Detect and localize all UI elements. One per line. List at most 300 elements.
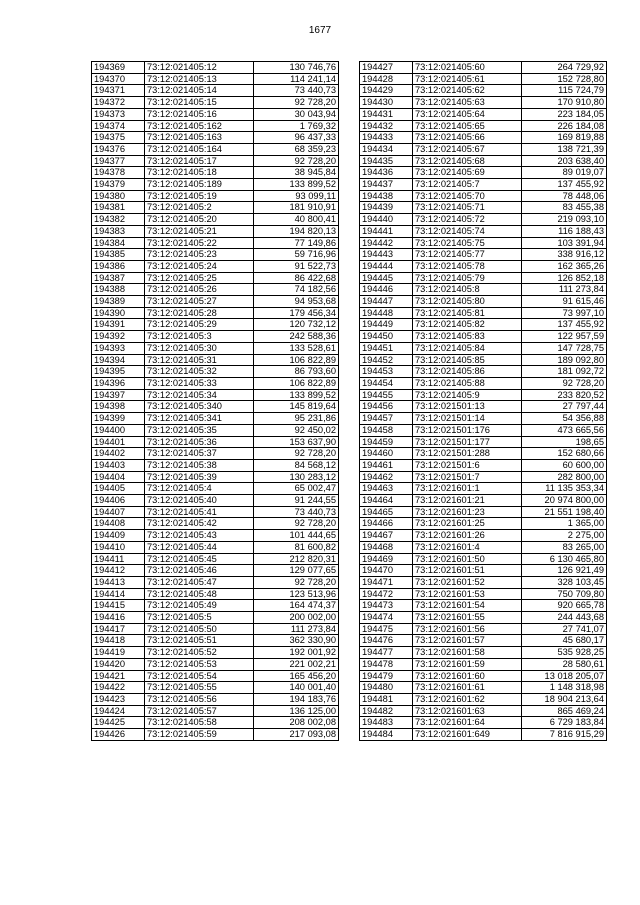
- cadastral-number-cell: 73:12:021405:44: [145, 541, 254, 553]
- row-number-cell: 194411: [92, 553, 145, 565]
- cadastral-number-cell: 73:12:021405:20: [145, 214, 254, 226]
- table-row: [360, 132, 607, 144]
- table-row: [92, 717, 339, 729]
- value-cell: 111 273,84: [254, 623, 339, 635]
- cadastral-number-cell: 73:12:021601:53: [413, 588, 522, 600]
- cadastral-number-cell: 73:12:021501:14: [413, 413, 522, 425]
- table-row: [360, 108, 607, 120]
- table-row: [360, 260, 607, 272]
- table-row: [360, 342, 607, 354]
- value-cell: 137 455,92: [522, 319, 607, 331]
- cadastral-number-cell: 73:12:021601:52: [413, 576, 522, 588]
- table-row: [360, 366, 607, 378]
- cadastral-number-cell: 73:12:021501:13: [413, 401, 522, 413]
- value-cell: 7 816 915,29: [522, 729, 607, 741]
- row-number-cell: 194457: [360, 413, 413, 425]
- row-number-cell: 194398: [92, 401, 145, 413]
- row-number-cell: 194375: [92, 132, 145, 144]
- table-row: [360, 249, 607, 261]
- table-row: [92, 97, 339, 109]
- table-row: [92, 143, 339, 155]
- value-cell: 122 957,59: [522, 331, 607, 343]
- cadastral-number-cell: 73:12:021405:80: [413, 296, 522, 308]
- cadastral-number-cell: 73:12:021405:84: [413, 342, 522, 354]
- row-number-cell: 194477: [360, 647, 413, 659]
- value-cell: 73 440,73: [254, 506, 339, 518]
- cadastral-number-cell: 73:12:021405:26: [145, 284, 254, 296]
- table-row: [360, 541, 607, 553]
- table-row: [92, 225, 339, 237]
- row-number-cell: 194379: [92, 179, 145, 191]
- cadastral-number-cell: 73:12:021405:68: [413, 155, 522, 167]
- value-cell: 233 820,52: [522, 389, 607, 401]
- value-cell: 194 820,13: [254, 225, 339, 237]
- cadastral-number-cell: 73:12:021405:189: [145, 179, 254, 191]
- row-number-cell: 194466: [360, 518, 413, 530]
- row-number-cell: 194412: [92, 565, 145, 577]
- value-cell: 92 728,20: [254, 97, 339, 109]
- cadastral-number-cell: 73:12:021405:45: [145, 553, 254, 565]
- cadastral-number-cell: 73:12:021405:48: [145, 588, 254, 600]
- row-number-cell: 194397: [92, 389, 145, 401]
- value-cell: 865 469,24: [522, 705, 607, 717]
- cadastral-number-cell: 73:12:021405:86: [413, 366, 522, 378]
- value-cell: 20 974 800,00: [522, 495, 607, 507]
- row-number-cell: 194479: [360, 670, 413, 682]
- table-row: [92, 576, 339, 588]
- cadastral-number-cell: 73:12:021405:62: [413, 85, 522, 97]
- cadastral-number-cell: 73:12:021405:56: [145, 693, 254, 705]
- table-row: [92, 518, 339, 530]
- cadastral-number-cell: 73:12:021405:12: [145, 62, 254, 74]
- table-row: [360, 600, 607, 612]
- table-row: [360, 424, 607, 436]
- value-cell: 106 822,89: [254, 354, 339, 366]
- cadastral-number-cell: 73:12:021405:21: [145, 225, 254, 237]
- value-cell: 103 391,94: [522, 237, 607, 249]
- cadastral-number-cell: 73:12:021405:35: [145, 424, 254, 436]
- value-cell: 152 680,66: [522, 448, 607, 460]
- table-row: [92, 729, 339, 741]
- table-row: [360, 588, 607, 600]
- value-cell: 130 283,12: [254, 471, 339, 483]
- value-cell: 264 729,92: [522, 62, 607, 74]
- row-number-cell: 194380: [92, 190, 145, 202]
- table-row: [92, 296, 339, 308]
- table-row: [360, 658, 607, 670]
- table-row: [360, 436, 607, 448]
- value-cell: 92 450,02: [254, 424, 339, 436]
- row-number-cell: 194472: [360, 588, 413, 600]
- table-row: [360, 377, 607, 389]
- value-cell: 338 916,12: [522, 249, 607, 261]
- table-row: [360, 237, 607, 249]
- cadastral-number-cell: 73:12:021405:88: [413, 377, 522, 389]
- cadastral-number-cell: 73:12:021405:30: [145, 342, 254, 354]
- row-number-cell: 194438: [360, 190, 413, 202]
- table-row: [92, 401, 339, 413]
- table-row: [360, 413, 607, 425]
- table-row: [92, 377, 339, 389]
- value-cell: 92 728,20: [522, 377, 607, 389]
- cadastral-number-cell: 73:12:021405:47: [145, 576, 254, 588]
- table-row: [92, 658, 339, 670]
- value-cell: 93 099,11: [254, 190, 339, 202]
- table-row: [360, 459, 607, 471]
- row-number-cell: 194453: [360, 366, 413, 378]
- row-number-cell: 194432: [360, 120, 413, 132]
- cadastral-number-cell: 73:12:021405:59: [145, 729, 254, 741]
- row-number-cell: 194451: [360, 342, 413, 354]
- table-row: [92, 132, 339, 144]
- value-cell: 94 953,68: [254, 296, 339, 308]
- table-row: [92, 179, 339, 191]
- value-cell: 123 513,96: [254, 588, 339, 600]
- row-number-cell: 194437: [360, 179, 413, 191]
- cadastral-number-cell: 73:12:021405:79: [413, 272, 522, 284]
- cadastral-number-cell: 73:12:021601:25: [413, 518, 522, 530]
- row-number-cell: 194404: [92, 471, 145, 483]
- page-number: 1677: [308, 25, 332, 36]
- row-number-cell: 194448: [360, 307, 413, 319]
- row-number-cell: 194454: [360, 377, 413, 389]
- row-number-cell: 194442: [360, 237, 413, 249]
- cadastral-number-cell: 73:12:021405:41: [145, 506, 254, 518]
- row-number-cell: 194387: [92, 272, 145, 284]
- cadastral-number-cell: 73:12:021405:61: [413, 73, 522, 85]
- table-row: [360, 635, 607, 647]
- value-cell: 920 665,78: [522, 600, 607, 612]
- table-row: [92, 424, 339, 436]
- cadastral-number-cell: 73:12:021405:57: [145, 705, 254, 717]
- cadastral-number-cell: 73:12:021405:33: [145, 377, 254, 389]
- table-row: [92, 108, 339, 120]
- cadastral-number-cell: 73:12:021501:7: [413, 471, 522, 483]
- cadastral-number-cell: 73:12:021405:32: [145, 366, 254, 378]
- row-number-cell: 194480: [360, 682, 413, 694]
- row-number-cell: 194473: [360, 600, 413, 612]
- table-row: [92, 342, 339, 354]
- value-cell: 208 002,08: [254, 717, 339, 729]
- value-cell: 65 002,47: [254, 483, 339, 495]
- value-cell: 212 820,31: [254, 553, 339, 565]
- row-number-cell: 194370: [92, 73, 145, 85]
- table-row: [360, 682, 607, 694]
- row-number-cell: 194394: [92, 354, 145, 366]
- table-row: [360, 143, 607, 155]
- table-row: [92, 284, 339, 296]
- cadastral-number-cell: 73:12:021405:53: [145, 658, 254, 670]
- row-number-cell: 194374: [92, 120, 145, 132]
- value-cell: 81 600,82: [254, 541, 339, 553]
- table-row: [360, 717, 607, 729]
- row-number-cell: 194408: [92, 518, 145, 530]
- cadastral-number-cell: 73:12:021405:37: [145, 448, 254, 460]
- cadastral-number-cell: 73:12:021405:77: [413, 249, 522, 261]
- table-row: [92, 530, 339, 542]
- value-cell: 101 444,65: [254, 530, 339, 542]
- row-number-cell: 194478: [360, 658, 413, 670]
- table-row: [360, 647, 607, 659]
- table-row: [92, 62, 339, 74]
- value-cell: 86 793,60: [254, 366, 339, 378]
- cadastral-number-cell: 73:12:021601:56: [413, 623, 522, 635]
- row-number-cell: 194427: [360, 62, 413, 74]
- table-row: [92, 307, 339, 319]
- table-row: [360, 155, 607, 167]
- row-number-cell: 194378: [92, 167, 145, 179]
- cadastral-number-cell: 73:12:021601:62: [413, 693, 522, 705]
- table-row: [360, 705, 607, 717]
- value-cell: 68 359,23: [254, 143, 339, 155]
- value-cell: 91 522,73: [254, 260, 339, 272]
- row-number-cell: 194467: [360, 530, 413, 542]
- cadastral-number-cell: 73:12:021601:50: [413, 553, 522, 565]
- cadastral-number-cell: 73:12:021405:49: [145, 600, 254, 612]
- table-row: [360, 214, 607, 226]
- table-row: [92, 167, 339, 179]
- row-number-cell: 194369: [92, 62, 145, 74]
- row-number-cell: 194443: [360, 249, 413, 261]
- row-number-cell: 194405: [92, 483, 145, 495]
- row-number-cell: 194426: [92, 729, 145, 741]
- cadastral-number-cell: 73:12:021405:27: [145, 296, 254, 308]
- cadastral-number-cell: 73:12:021405:162: [145, 120, 254, 132]
- row-number-cell: 194447: [360, 296, 413, 308]
- row-number-cell: 194396: [92, 377, 145, 389]
- value-cell: 129 077,65: [254, 565, 339, 577]
- cadastral-number-cell: 73:12:021405:64: [413, 108, 522, 120]
- table-row: [92, 202, 339, 214]
- row-number-cell: 194465: [360, 506, 413, 518]
- row-number-cell: 194459: [360, 436, 413, 448]
- table-row: [92, 693, 339, 705]
- row-number-cell: 194481: [360, 693, 413, 705]
- value-cell: 535 928,25: [522, 647, 607, 659]
- table-row: [360, 518, 607, 530]
- table-row: [92, 260, 339, 272]
- row-number-cell: 194393: [92, 342, 145, 354]
- value-cell: 221 002,21: [254, 658, 339, 670]
- value-cell: 73 997,10: [522, 307, 607, 319]
- cadastral-number-cell: 73:12:021501:288: [413, 448, 522, 460]
- table-row: [360, 565, 607, 577]
- value-cell: 217 093,08: [254, 729, 339, 741]
- cadastral-number-cell: 73:12:021601:57: [413, 635, 522, 647]
- value-cell: 27 741,07: [522, 623, 607, 635]
- value-cell: 181 910,91: [254, 202, 339, 214]
- row-number-cell: 194439: [360, 202, 413, 214]
- table-row: [360, 693, 607, 705]
- value-cell: 30 043,94: [254, 108, 339, 120]
- table-row: [360, 448, 607, 460]
- value-cell: 198,65: [522, 436, 607, 448]
- row-number-cell: 194395: [92, 366, 145, 378]
- cadastral-number-cell: 73:12:021405:340: [145, 401, 254, 413]
- cadastral-number-cell: 73:12:021405:52: [145, 647, 254, 659]
- table-row: [360, 576, 607, 588]
- table-row: [92, 506, 339, 518]
- table-row: [92, 237, 339, 249]
- value-cell: 83 265,00: [522, 541, 607, 553]
- row-number-cell: 194458: [360, 424, 413, 436]
- cadastral-number-cell: 73:12:021501:177: [413, 436, 522, 448]
- value-cell: 130 746,76: [254, 62, 339, 74]
- value-cell: 153 637,90: [254, 436, 339, 448]
- row-number-cell: 194440: [360, 214, 413, 226]
- row-number-cell: 194463: [360, 483, 413, 495]
- value-cell: 136 125,00: [254, 705, 339, 717]
- cadastral-number-cell: 73:12:021405:43: [145, 530, 254, 542]
- value-cell: 106 822,89: [254, 377, 339, 389]
- table-row: [92, 272, 339, 284]
- row-number-cell: 194434: [360, 143, 413, 155]
- row-number-cell: 194421: [92, 670, 145, 682]
- table-row: [360, 354, 607, 366]
- value-cell: 328 103,45: [522, 576, 607, 588]
- value-cell: 194 183,76: [254, 693, 339, 705]
- value-cell: 164 474,37: [254, 600, 339, 612]
- cadastral-number-cell: 73:12:021405:38: [145, 459, 254, 471]
- cadastral-number-cell: 73:12:021405:63: [413, 97, 522, 109]
- row-number-cell: 194482: [360, 705, 413, 717]
- table-row: [360, 319, 607, 331]
- table-row: [360, 483, 607, 495]
- cadastral-number-cell: 73:12:021405:25: [145, 272, 254, 284]
- value-cell: 92 728,20: [254, 448, 339, 460]
- table-row: [92, 541, 339, 553]
- value-cell: 111 273,84: [522, 284, 607, 296]
- row-number-cell: 194425: [92, 717, 145, 729]
- cadastral-number-cell: 73:12:021405:66: [413, 132, 522, 144]
- value-cell: 133 899,52: [254, 179, 339, 191]
- table-row: [92, 553, 339, 565]
- value-cell: 38 945,84: [254, 167, 339, 179]
- row-number-cell: 194450: [360, 331, 413, 343]
- cadastral-number-cell: 73:12:021405:58: [145, 717, 254, 729]
- cadastral-number-cell: 73:12:021405:164: [145, 143, 254, 155]
- table-row: [92, 155, 339, 167]
- table-row: [360, 190, 607, 202]
- value-cell: 6 130 465,80: [522, 553, 607, 565]
- cadastral-number-cell: 73:12:021405:19: [145, 190, 254, 202]
- value-cell: 200 002,00: [254, 612, 339, 624]
- row-number-cell: 194418: [92, 635, 145, 647]
- table-row: [92, 623, 339, 635]
- cadastral-number-cell: 73:12:021405:16: [145, 108, 254, 120]
- table-row: [360, 670, 607, 682]
- value-cell: 73 440,73: [254, 85, 339, 97]
- row-number-cell: 194475: [360, 623, 413, 635]
- cadastral-number-cell: 73:12:021405:83: [413, 331, 522, 343]
- value-cell: 95 231,86: [254, 413, 339, 425]
- row-number-cell: 194455: [360, 389, 413, 401]
- cadastral-number-cell: 73:12:021405:22: [145, 237, 254, 249]
- cadastral-number-cell: 73:12:021601:649: [413, 729, 522, 741]
- cadastral-number-cell: 73:12:021405:29: [145, 319, 254, 331]
- cadastral-number-cell: 73:12:021405:67: [413, 143, 522, 155]
- row-number-cell: 194415: [92, 600, 145, 612]
- value-cell: 54 356,88: [522, 413, 607, 425]
- row-number-cell: 194476: [360, 635, 413, 647]
- value-cell: 226 184,08: [522, 120, 607, 132]
- table-row: [92, 366, 339, 378]
- value-cell: 282 800,00: [522, 471, 607, 483]
- cadastral-number-cell: 73:12:021601:23: [413, 506, 522, 518]
- value-cell: 2 275,00: [522, 530, 607, 542]
- row-number-cell: 194389: [92, 296, 145, 308]
- value-cell: 115 724,79: [522, 85, 607, 97]
- table-row: [360, 331, 607, 343]
- cadastral-number-cell: 73:12:021405:3: [145, 331, 254, 343]
- cadastral-number-cell: 73:12:021405:40: [145, 495, 254, 507]
- row-number-cell: 194441: [360, 225, 413, 237]
- value-cell: 89 019,07: [522, 167, 607, 179]
- cadastral-number-cell: 73:12:021405:85: [413, 354, 522, 366]
- cadastral-number-cell: 73:12:021601:26: [413, 530, 522, 542]
- value-cell: 162 365,26: [522, 260, 607, 272]
- value-cell: 223 184,05: [522, 108, 607, 120]
- value-cell: 6 729 183,84: [522, 717, 607, 729]
- cadastral-number-cell: 73:12:021601:58: [413, 647, 522, 659]
- value-cell: 28 580,61: [522, 658, 607, 670]
- row-number-cell: 194390: [92, 307, 145, 319]
- row-number-cell: 194468: [360, 541, 413, 553]
- value-cell: 203 638,40: [522, 155, 607, 167]
- cadastral-number-cell: 73:12:021405:9: [413, 389, 522, 401]
- value-cell: 140 001,40: [254, 682, 339, 694]
- table-row: [360, 167, 607, 179]
- row-number-cell: 194431: [360, 108, 413, 120]
- row-number-cell: 194383: [92, 225, 145, 237]
- cadastral-number-cell: 73:12:021405:74: [413, 225, 522, 237]
- row-number-cell: 194401: [92, 436, 145, 448]
- row-number-cell: 194392: [92, 331, 145, 343]
- cadastral-number-cell: 73:12:021405:36: [145, 436, 254, 448]
- row-number-cell: 194435: [360, 155, 413, 167]
- table-row: [360, 506, 607, 518]
- cadastral-number-cell: 73:12:021601:61: [413, 682, 522, 694]
- cadastral-number-cell: 73:12:021405:34: [145, 389, 254, 401]
- table-row: [92, 73, 339, 85]
- table-row: [92, 588, 339, 600]
- table-row: [360, 85, 607, 97]
- row-number-cell: 194433: [360, 132, 413, 144]
- table-row: [360, 495, 607, 507]
- value-cell: 138 721,39: [522, 143, 607, 155]
- cadastral-number-cell: 73:12:021405:60: [413, 62, 522, 74]
- cadastral-number-cell: 73:12:021405:51: [145, 635, 254, 647]
- value-cell: 120 732,12: [254, 319, 339, 331]
- row-number-cell: 194406: [92, 495, 145, 507]
- value-cell: 219 093,10: [522, 214, 607, 226]
- cadastral-number-cell: 73:12:021601:4: [413, 541, 522, 553]
- value-cell: 170 910,80: [522, 97, 607, 109]
- cadastral-number-cell: 73:12:021405:341: [145, 413, 254, 425]
- row-number-cell: 194416: [92, 612, 145, 624]
- value-cell: 91 615,46: [522, 296, 607, 308]
- table-row: [92, 436, 339, 448]
- cadastral-number-cell: 73:12:021405:42: [145, 518, 254, 530]
- row-number-cell: 194419: [92, 647, 145, 659]
- table-row: [360, 225, 607, 237]
- row-number-cell: 194449: [360, 319, 413, 331]
- cadastral-number-cell: 73:12:021405:72: [413, 214, 522, 226]
- value-cell: 74 182,56: [254, 284, 339, 296]
- cadastral-number-cell: 73:12:021405:5: [145, 612, 254, 624]
- table-row: [360, 729, 607, 741]
- value-cell: 92 728,20: [254, 576, 339, 588]
